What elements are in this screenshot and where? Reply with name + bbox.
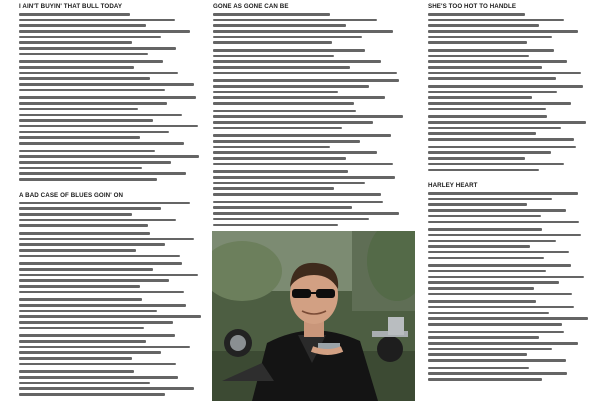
lyric-line (428, 348, 552, 351)
lyric-line (213, 224, 338, 227)
lyric-line (428, 127, 561, 130)
lyric-line (19, 119, 153, 122)
lyric-verse (428, 13, 596, 44)
lyric-line (213, 121, 373, 124)
lyric-line (428, 77, 556, 80)
lyric-line (19, 30, 190, 33)
lyric-line (213, 13, 330, 16)
lyric-line (428, 192, 578, 195)
lyric-line (428, 49, 554, 52)
lyric-line (19, 274, 198, 277)
lyric-line (19, 125, 198, 128)
lyric-line (19, 279, 169, 282)
lyric-line (19, 108, 138, 111)
lyric-line (428, 353, 527, 356)
lyric-line (428, 270, 546, 273)
lyric-verse (19, 334, 211, 365)
lyric-verse (213, 134, 415, 165)
lyric-line (213, 127, 342, 130)
lyric-line (428, 293, 572, 296)
lyric-line (428, 209, 566, 212)
lyric-line (19, 96, 196, 99)
lyric-line (428, 13, 525, 16)
lyric-line (19, 249, 136, 252)
lyric-verse (19, 370, 211, 395)
lyric-line (19, 77, 150, 80)
lyric-line (19, 202, 190, 205)
lyric-line (213, 41, 332, 44)
lyric-line (428, 157, 525, 160)
lyric-line (19, 321, 173, 324)
lyric-line (428, 121, 586, 124)
lyric-line (428, 221, 579, 224)
lyric-line (19, 53, 148, 56)
lyric-verse (19, 13, 211, 55)
lyric-line (428, 228, 542, 231)
lyric-verse (213, 13, 415, 44)
lyric-line (213, 170, 348, 173)
lyric-verse (19, 96, 211, 144)
lyric-line (428, 331, 564, 334)
lyric-line (213, 187, 334, 190)
lyric-line (19, 334, 175, 337)
lyric-line (213, 102, 354, 105)
lyrics-column-2 (213, 3, 415, 231)
lyric-verse (428, 115, 596, 140)
lyric-line (213, 201, 383, 204)
lyric-line (428, 30, 578, 33)
lyric-line (428, 245, 530, 248)
lyric-line (428, 323, 562, 326)
lyric-line (19, 36, 161, 39)
lyric-line (19, 24, 146, 27)
lyric-line (19, 304, 186, 307)
lyric-line (428, 24, 539, 27)
lyric-verse (19, 232, 211, 257)
lyric-line (428, 36, 552, 39)
lyric-verse (213, 170, 415, 195)
lyric-line (428, 240, 556, 243)
lyric-line (19, 327, 144, 330)
lyric-line (19, 255, 180, 258)
lyric-line (19, 60, 163, 63)
lyric-line (428, 215, 541, 218)
lyric-line (213, 72, 397, 75)
song-title-she-s-too-hot-to-handle: SHE'S TOO HOT TO HANDLE (428, 3, 517, 10)
lyric-line (428, 60, 567, 63)
lyric-line (213, 110, 356, 113)
lyric-line (19, 47, 176, 50)
lyric-line (213, 91, 338, 94)
song-title-a-bad-case-of-blues-goin-on: A BAD CASE OF BLUES GOIN' ON (19, 191, 124, 199)
lyric-line (428, 102, 571, 105)
lyric-line (19, 172, 186, 175)
lyric-line (213, 134, 391, 137)
lyric-line (213, 206, 352, 209)
lyric-line (428, 367, 529, 370)
lyric-verse (428, 264, 596, 295)
song-title-gone-as-gone-can-be: GONE AS GONE CAN BE (213, 3, 289, 10)
lyric-line (428, 372, 567, 375)
lyric-line (213, 163, 393, 166)
lyric-line (19, 136, 140, 139)
lyric-line (213, 146, 330, 149)
lyric-line (19, 268, 153, 271)
lyric-line (428, 151, 551, 154)
lyric-line (19, 346, 190, 349)
lyric-line (213, 55, 334, 58)
lyric-line (19, 13, 130, 16)
lyric-verse (213, 79, 415, 104)
lyric-verse (428, 331, 596, 362)
lyric-line (213, 49, 365, 52)
lyric-line (428, 115, 547, 118)
lyric-line (213, 79, 399, 82)
lyric-line (213, 19, 377, 22)
lyric-line (428, 317, 588, 320)
lyric-line (19, 155, 199, 158)
lyric-line (213, 30, 393, 33)
lyric-line (19, 232, 150, 235)
lyric-line (428, 55, 529, 58)
lyric-line (428, 234, 581, 237)
lyric-verse (19, 262, 211, 293)
lyric-verse (213, 110, 415, 130)
lyric-line (428, 132, 536, 135)
lyric-line (213, 24, 346, 27)
lyric-verse (428, 228, 596, 259)
lyric-line (19, 213, 132, 216)
lyric-line (19, 340, 146, 343)
lyric-line (428, 163, 564, 166)
lyric-line (428, 306, 574, 309)
lyric-line (19, 298, 142, 301)
lyric-line (19, 161, 171, 164)
lyric-line (19, 131, 169, 134)
lyric-verse (428, 367, 596, 381)
lyric-line (19, 363, 176, 366)
lyric-verse (19, 298, 211, 329)
lyric-line (428, 66, 542, 69)
lyric-line (428, 342, 578, 345)
song-title-i-ain-t-buyin-that-bull-today: I AIN'T BUYIN' THAT BULL TODAY (19, 3, 123, 10)
lyric-line (19, 114, 182, 117)
lyric-line (213, 60, 381, 63)
lyric-line (19, 370, 134, 373)
lyric-line (213, 157, 346, 160)
lyric-line (213, 96, 385, 99)
lyric-line (428, 264, 571, 267)
lyric-line (213, 212, 399, 215)
lyric-line (428, 138, 574, 141)
lyric-line (19, 351, 161, 354)
lyric-line (428, 19, 564, 22)
lyric-line (428, 251, 569, 254)
lyric-line (213, 176, 395, 179)
lyric-line (428, 359, 566, 362)
lyric-line (428, 312, 549, 315)
lyric-line (19, 291, 184, 294)
artist-photo-image (212, 231, 415, 401)
lyric-line (428, 203, 527, 206)
lyric-line (19, 310, 157, 313)
lyrics-column-1 (19, 3, 211, 401)
lyric-line (19, 262, 182, 265)
lyric-line (428, 96, 532, 99)
lyric-line (19, 219, 176, 222)
lyric-line (428, 169, 539, 172)
lyric-line (19, 285, 140, 288)
lyric-line (19, 167, 142, 170)
lyric-line (19, 238, 194, 241)
lyric-verse (428, 49, 596, 80)
lyric-line (213, 193, 381, 196)
lyric-line (428, 91, 557, 94)
lyric-verse (19, 60, 211, 91)
lyric-verse (213, 49, 415, 74)
lyric-line (19, 376, 178, 379)
lyric-line (428, 287, 534, 290)
lyric-line (428, 378, 542, 381)
lyric-verse (428, 300, 596, 325)
lyric-line (19, 150, 155, 153)
lyric-verse (19, 150, 211, 181)
lyric-line (19, 393, 165, 396)
artist-photo (212, 231, 415, 401)
lyric-line (19, 207, 161, 210)
lyric-line (19, 387, 194, 390)
lyric-line (19, 224, 148, 227)
lyric-line (213, 140, 360, 143)
song-title-harley-heart: HARLEY HEART (428, 182, 478, 190)
lyric-line (19, 243, 165, 246)
lyric-line (213, 182, 365, 185)
lyric-line (428, 281, 559, 284)
lyric-line (213, 36, 362, 39)
lyric-verse (428, 192, 596, 223)
lyric-line (19, 357, 132, 360)
lyric-line (213, 218, 369, 221)
lyric-verse (428, 146, 596, 171)
lyric-line (19, 89, 165, 92)
lyric-line (19, 142, 184, 145)
lyric-line (19, 41, 132, 44)
lyric-line (428, 85, 583, 88)
lyric-line (213, 85, 369, 88)
lyric-line (428, 41, 527, 44)
lyric-line (19, 102, 167, 105)
lyric-line (19, 19, 175, 22)
lyric-line (19, 83, 194, 86)
lyric-verse (428, 85, 596, 110)
lyric-line (19, 72, 178, 75)
lyric-line (19, 66, 134, 69)
lyric-line (19, 315, 201, 318)
lyric-line (428, 257, 544, 260)
lyric-verse (19, 202, 211, 227)
lyric-line (428, 108, 546, 111)
lyric-line (213, 151, 377, 154)
lyric-line (428, 300, 536, 303)
lyric-verse (213, 201, 415, 226)
lyric-line (428, 72, 581, 75)
lyric-line (19, 382, 150, 385)
lyrics-column-3 (428, 3, 596, 386)
lyric-line (428, 336, 539, 339)
lyric-line (213, 115, 403, 118)
lyric-line (213, 66, 350, 69)
lyric-line (19, 178, 157, 181)
lyric-line (428, 276, 584, 279)
lyric-line (428, 198, 552, 201)
lyric-line (428, 146, 576, 149)
